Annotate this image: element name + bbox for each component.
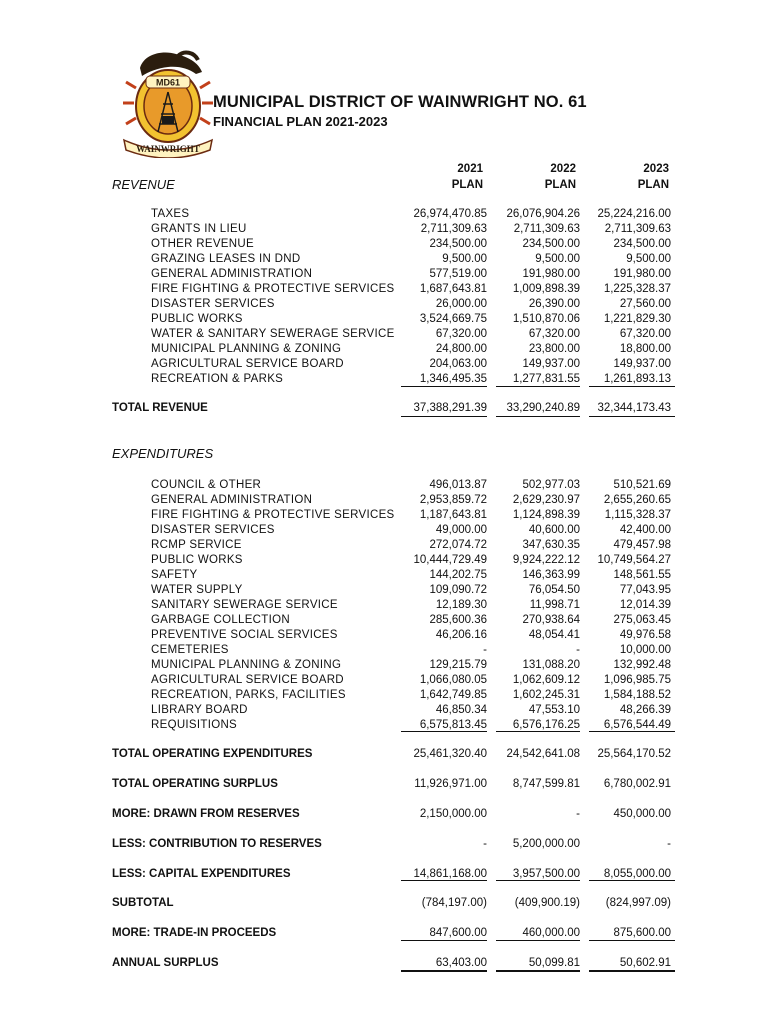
row-value-2022: 1,277,831.55: [512, 373, 580, 385]
rule: [401, 731, 487, 732]
row-value-2022: 47,553.10: [528, 704, 580, 716]
table-row: [0, 267, 767, 282]
row-label: GENERAL ADMINISTRATION: [151, 494, 313, 506]
rule: [589, 416, 675, 417]
row-value-2021: 12,189.30: [435, 599, 487, 611]
table-row: [0, 357, 767, 372]
row-label: LIBRARY BOARD: [151, 704, 248, 716]
row-value-2023: 234,500.00: [613, 238, 671, 250]
row-value-2023: 148,561.55: [613, 569, 671, 581]
row-value-2022: 1,062,609.12: [512, 674, 580, 686]
column-header-2023: 2023 PLAN: [637, 163, 669, 191]
row-value-2023: 510,521.69: [613, 479, 671, 491]
row-value-2023: 18,800.00: [619, 343, 671, 355]
rule: [401, 416, 487, 417]
row-label: TOTAL OPERATING EXPENDITURES: [112, 748, 313, 760]
row-value-2021: 144,202.75: [429, 569, 487, 581]
row-value-2023: 10,749,564.27: [597, 554, 671, 566]
row-value-2023: 67,320.00: [619, 328, 671, 340]
row-value-2022: 50,099.81: [528, 957, 580, 969]
row-value-2021: 2,150,000.00: [419, 808, 487, 820]
row-label: WATER SUPPLY: [151, 584, 243, 596]
row-value-2021: 109,090.72: [429, 584, 487, 596]
row-value-2023: (824,997.09): [605, 897, 671, 909]
row-value-2022: 502,977.03: [522, 479, 580, 491]
row-value-2021: 6,575,813.45: [419, 719, 487, 731]
row-label: MUNICIPAL PLANNING & ZONING: [151, 343, 342, 355]
row-value-2023: 1,261,893.13: [603, 373, 671, 385]
row-value-2022: 149,937.00: [522, 358, 580, 370]
row-value-2023: 1,584,188.52: [603, 689, 671, 701]
row-value-2023: 6,576,544.49: [603, 719, 671, 731]
row-value-2023: 10,000.00: [619, 644, 671, 656]
row-value-2022: (409,900.19): [514, 897, 580, 909]
row-value-2023: 132,992.48: [613, 659, 671, 671]
row-value-2021: 67,320.00: [435, 328, 487, 340]
rule: [401, 386, 487, 387]
row-value-2023: 27,560.00: [619, 298, 671, 310]
row-value-2022: 9,500.00: [535, 253, 580, 265]
row-value-2022: -: [576, 644, 580, 656]
rule: [589, 940, 675, 941]
revenue-heading: REVENUE: [112, 177, 175, 192]
row-value-2023: 12,014.39: [619, 599, 671, 611]
table-row: [0, 643, 767, 658]
table-row: [0, 703, 767, 718]
row-value-2022: 9,924,222.12: [512, 554, 580, 566]
org-title: MUNICIPAL DISTRICT OF WAINWRIGHT NO. 61: [213, 93, 587, 111]
row-value-2021: 46,206.16: [435, 629, 487, 641]
row-value-2023: 49,976.58: [619, 629, 671, 641]
rule: [496, 416, 580, 417]
table-row: [0, 312, 767, 327]
row-value-2021: 272,074.72: [429, 539, 487, 551]
row-value-2021: 24,800.00: [435, 343, 487, 355]
row-value-2021: 11,926,971.00: [414, 778, 487, 790]
row-label: TAXES: [151, 208, 190, 220]
row-value-2022: 1,124,898.39: [512, 509, 580, 521]
contribution-to-reserves-row: [0, 836, 767, 852]
rule: [401, 880, 487, 881]
table-row: [0, 478, 767, 493]
row-value-2021: 26,000.00: [435, 298, 487, 310]
row-value-2021: 25,461,320.40: [413, 748, 487, 760]
row-label: REQUISITIONS: [151, 719, 238, 731]
row-label: SUBTOTAL: [112, 897, 174, 909]
row-value-2023: -: [667, 838, 671, 850]
row-value-2021: 26,974,470.85: [413, 208, 487, 220]
row-value-2023: 6,780,002.91: [603, 778, 671, 790]
row-value-2023: 77,043.95: [619, 584, 671, 596]
row-label: SANITARY SEWERAGE SERVICE: [151, 599, 338, 611]
row-value-2022: 6,576,176.25: [512, 719, 580, 731]
row-value-2021: 577,519.00: [429, 268, 487, 280]
row-label: FIRE FIGHTING & PROTECTIVE SERVICES: [151, 509, 395, 521]
row-value-2023: 1,096,985.75: [603, 674, 671, 686]
subtotal-row: [0, 895, 767, 911]
row-value-2022: 347,630.35: [522, 539, 580, 551]
row-value-2021: 3,524,669.75: [419, 313, 487, 325]
table-row: [0, 553, 767, 568]
row-value-2022: 40,600.00: [528, 524, 580, 536]
row-value-2023: 275,063.45: [613, 614, 671, 626]
row-label: FIRE FIGHTING & PROTECTIVE SERVICES: [151, 283, 395, 295]
row-value-2022: 24,542,641.08: [506, 748, 580, 760]
row-value-2023: 1,225,328.37: [603, 283, 671, 295]
row-value-2022: 234,500.00: [522, 238, 580, 250]
row-value-2021: 847,600.00: [429, 927, 487, 939]
row-label: DISASTER SERVICES: [151, 524, 275, 536]
row-label: RECREATION & PARKS: [151, 373, 284, 385]
row-value-2022: 1,510,870.06: [512, 313, 580, 325]
row-value-2022: 3,957,500.00: [512, 868, 580, 880]
row-value-2023: 48,266.39: [619, 704, 671, 716]
drawn-from-reserves-row: [0, 806, 767, 822]
row-value-2021: 234,500.00: [429, 238, 487, 250]
row-value-2022: 2,711,309.63: [513, 223, 580, 235]
row-value-2022: 270,938.64: [522, 614, 580, 626]
row-label: SAFETY: [151, 569, 198, 581]
row-value-2023: 25,224,216.00: [597, 208, 671, 220]
row-value-2021: 49,000.00: [435, 524, 487, 536]
table-row: [0, 508, 767, 523]
row-value-2022: 67,320.00: [528, 328, 580, 340]
row-value-2021: 1,642,749.85: [419, 689, 487, 701]
row-value-2023: 149,937.00: [613, 358, 671, 370]
row-value-2023: 2,655,260.65: [603, 494, 671, 506]
row-label: RCMP SERVICE: [151, 539, 242, 551]
row-label: ANNUAL SURPLUS: [112, 957, 219, 969]
table-row: [0, 372, 767, 387]
rule: [589, 386, 675, 387]
table-row: [0, 282, 767, 297]
svg-text:MD61: MD61: [155, 77, 181, 88]
row-value-2022: 146,363.99: [522, 569, 580, 581]
row-value-2021: 2,711,309.63: [420, 223, 487, 235]
row-value-2022: 26,076,904.26: [506, 208, 580, 220]
row-value-2021: 14,861,168.00: [413, 868, 487, 880]
column-header-2021: 2021 PLAN: [451, 163, 483, 191]
row-label: OTHER REVENUE: [151, 238, 254, 250]
rule: [496, 731, 580, 732]
table-row: [0, 538, 767, 553]
row-value-2023: 191,980.00: [613, 268, 671, 280]
table-row: [0, 237, 767, 252]
row-value-2022: 23,800.00: [528, 343, 580, 355]
row-label: GRANTS IN LIEU: [151, 223, 247, 235]
table-row: [0, 688, 767, 703]
row-label: GENERAL ADMINISTRATION: [151, 268, 313, 280]
row-label: LESS: CONTRIBUTION TO RESERVES: [112, 838, 322, 850]
row-value-2023: 42,400.00: [619, 524, 671, 536]
table-row: [0, 327, 767, 342]
row-label: DISASTER SERVICES: [151, 298, 275, 310]
md61-logo: [118, 48, 218, 158]
table-row: [0, 598, 767, 613]
row-label: TOTAL OPERATING SURPLUS: [112, 778, 278, 790]
row-label: WATER & SANITARY SEWERAGE SERVICE: [151, 328, 395, 340]
row-value-2021: 129,215.79: [429, 659, 487, 671]
table-row: [0, 628, 767, 643]
row-value-2023: 2,711,309.63: [604, 223, 671, 235]
expenditures-heading: EXPENDITURES: [112, 446, 214, 461]
row-value-2021: -: [483, 838, 487, 850]
row-value-2022: 1,602,245.31: [512, 689, 580, 701]
table-row: [0, 568, 767, 583]
row-value-2022: 1,009,898.39: [512, 283, 580, 295]
row-value-2021: 204,063.00: [429, 358, 487, 370]
row-value-2023: 25,564,170.52: [597, 748, 671, 760]
table-row: [0, 658, 767, 673]
row-label: RECREATION, PARKS, FACILITIES: [151, 689, 346, 701]
row-label: AGRICULTURAL SERVICE BOARD: [151, 674, 344, 686]
row-value-2023: 1,115,328.37: [604, 509, 671, 521]
double-rule: [496, 970, 580, 972]
row-label: PUBLIC WORKS: [151, 313, 243, 325]
table-row: [0, 583, 767, 598]
row-value-2021: 496,013.87: [429, 479, 487, 491]
row-value-2021: 9,500.00: [442, 253, 487, 265]
rule: [589, 731, 675, 732]
row-value-2022: 76,054.50: [528, 584, 580, 596]
row-value-2021: 285,600.36: [429, 614, 487, 626]
column-header-2022: 2022 PLAN: [544, 163, 576, 191]
row-value-2021: 1,346,495.35: [419, 373, 487, 385]
table-row: [0, 207, 767, 222]
row-label: PUBLIC WORKS: [151, 554, 243, 566]
row-label: PREVENTIVE SOCIAL SERVICES: [151, 629, 338, 641]
table-row: [0, 523, 767, 538]
row-value-2021: 1,687,643.81: [419, 283, 487, 295]
table-row: [0, 222, 767, 237]
row-value-2023: 8,055,000.00: [603, 868, 671, 880]
row-label: MORE: DRAWN FROM RESERVES: [112, 808, 300, 820]
total-operating-surplus-row: [0, 776, 767, 792]
row-value-2021: 10,444,729.49: [413, 554, 487, 566]
rule: [496, 386, 580, 387]
trade-in-proceeds-row: [0, 925, 767, 941]
row-value-2021: -: [483, 644, 487, 656]
total-operating-expenditures-row: [0, 746, 767, 762]
row-value-2022: 2,629,230.97: [512, 494, 580, 506]
row-value-2021: 46,850.34: [435, 704, 487, 716]
row-value-2023: 1,221,829.30: [603, 313, 671, 325]
row-value-2021: 63,403.00: [435, 957, 487, 969]
total-revenue-row: TOTAL REVENUE 37,388,291.39 33,290,240.89 32,344,173.43: [112, 402, 671, 414]
row-label: MUNICIPAL PLANNING & ZONING: [151, 659, 342, 671]
row-label: COUNCIL & OTHER: [151, 479, 262, 491]
row-value-2022: 131,088.20: [522, 659, 580, 671]
row-value-2021: 1,187,643.81: [419, 509, 487, 521]
double-rule: [401, 970, 487, 972]
row-value-2023: 479,457.98: [613, 539, 671, 551]
row-value-2021: 1,066,080.05: [419, 674, 487, 686]
plan-title: FINANCIAL PLAN 2021-2023: [213, 114, 388, 129]
row-label: AGRICULTURAL SERVICE BOARD: [151, 358, 344, 370]
rule: [496, 880, 580, 881]
row-label: LESS: CAPITAL EXPENDITURES: [112, 868, 291, 880]
table-row: [0, 297, 767, 312]
rule: [401, 940, 487, 941]
double-rule: [589, 970, 675, 972]
row-label: GRAZING LEASES IN DND: [151, 253, 301, 265]
row-value-2022: 26,390.00: [528, 298, 580, 310]
row-value-2023: 9,500.00: [626, 253, 671, 265]
row-label: GARBAGE COLLECTION: [151, 614, 290, 626]
row-value-2022: -: [576, 808, 580, 820]
table-row: [0, 252, 767, 267]
rule: [496, 940, 580, 941]
table-row: [0, 673, 767, 688]
row-value-2022: 5,200,000.00: [512, 838, 580, 850]
row-value-2021: (784,197.00): [421, 897, 487, 909]
table-row: [0, 493, 767, 508]
table-row: [0, 613, 767, 628]
row-label: MORE: TRADE-IN PROCEEDS: [112, 927, 277, 939]
row-value-2023: 50,602.91: [619, 957, 671, 969]
row-value-2022: 48,054.41: [528, 629, 580, 641]
annual-surplus-row: [0, 955, 767, 971]
row-value-2023: 450,000.00: [613, 808, 671, 820]
row-value-2023: 875,600.00: [613, 927, 671, 939]
table-row: [0, 342, 767, 357]
rule: [589, 880, 675, 881]
row-value-2022: 8,747,599.81: [512, 778, 580, 790]
row-value-2021: 2,953,859.72: [419, 494, 487, 506]
row-value-2022: 191,980.00: [522, 268, 580, 280]
row-value-2022: 11,998.71: [529, 599, 580, 611]
row-label: CEMETERIES: [151, 644, 229, 656]
svg-text:WAINWRIGHT: WAINWRIGHT: [136, 144, 200, 154]
row-value-2022: 460,000.00: [522, 927, 580, 939]
